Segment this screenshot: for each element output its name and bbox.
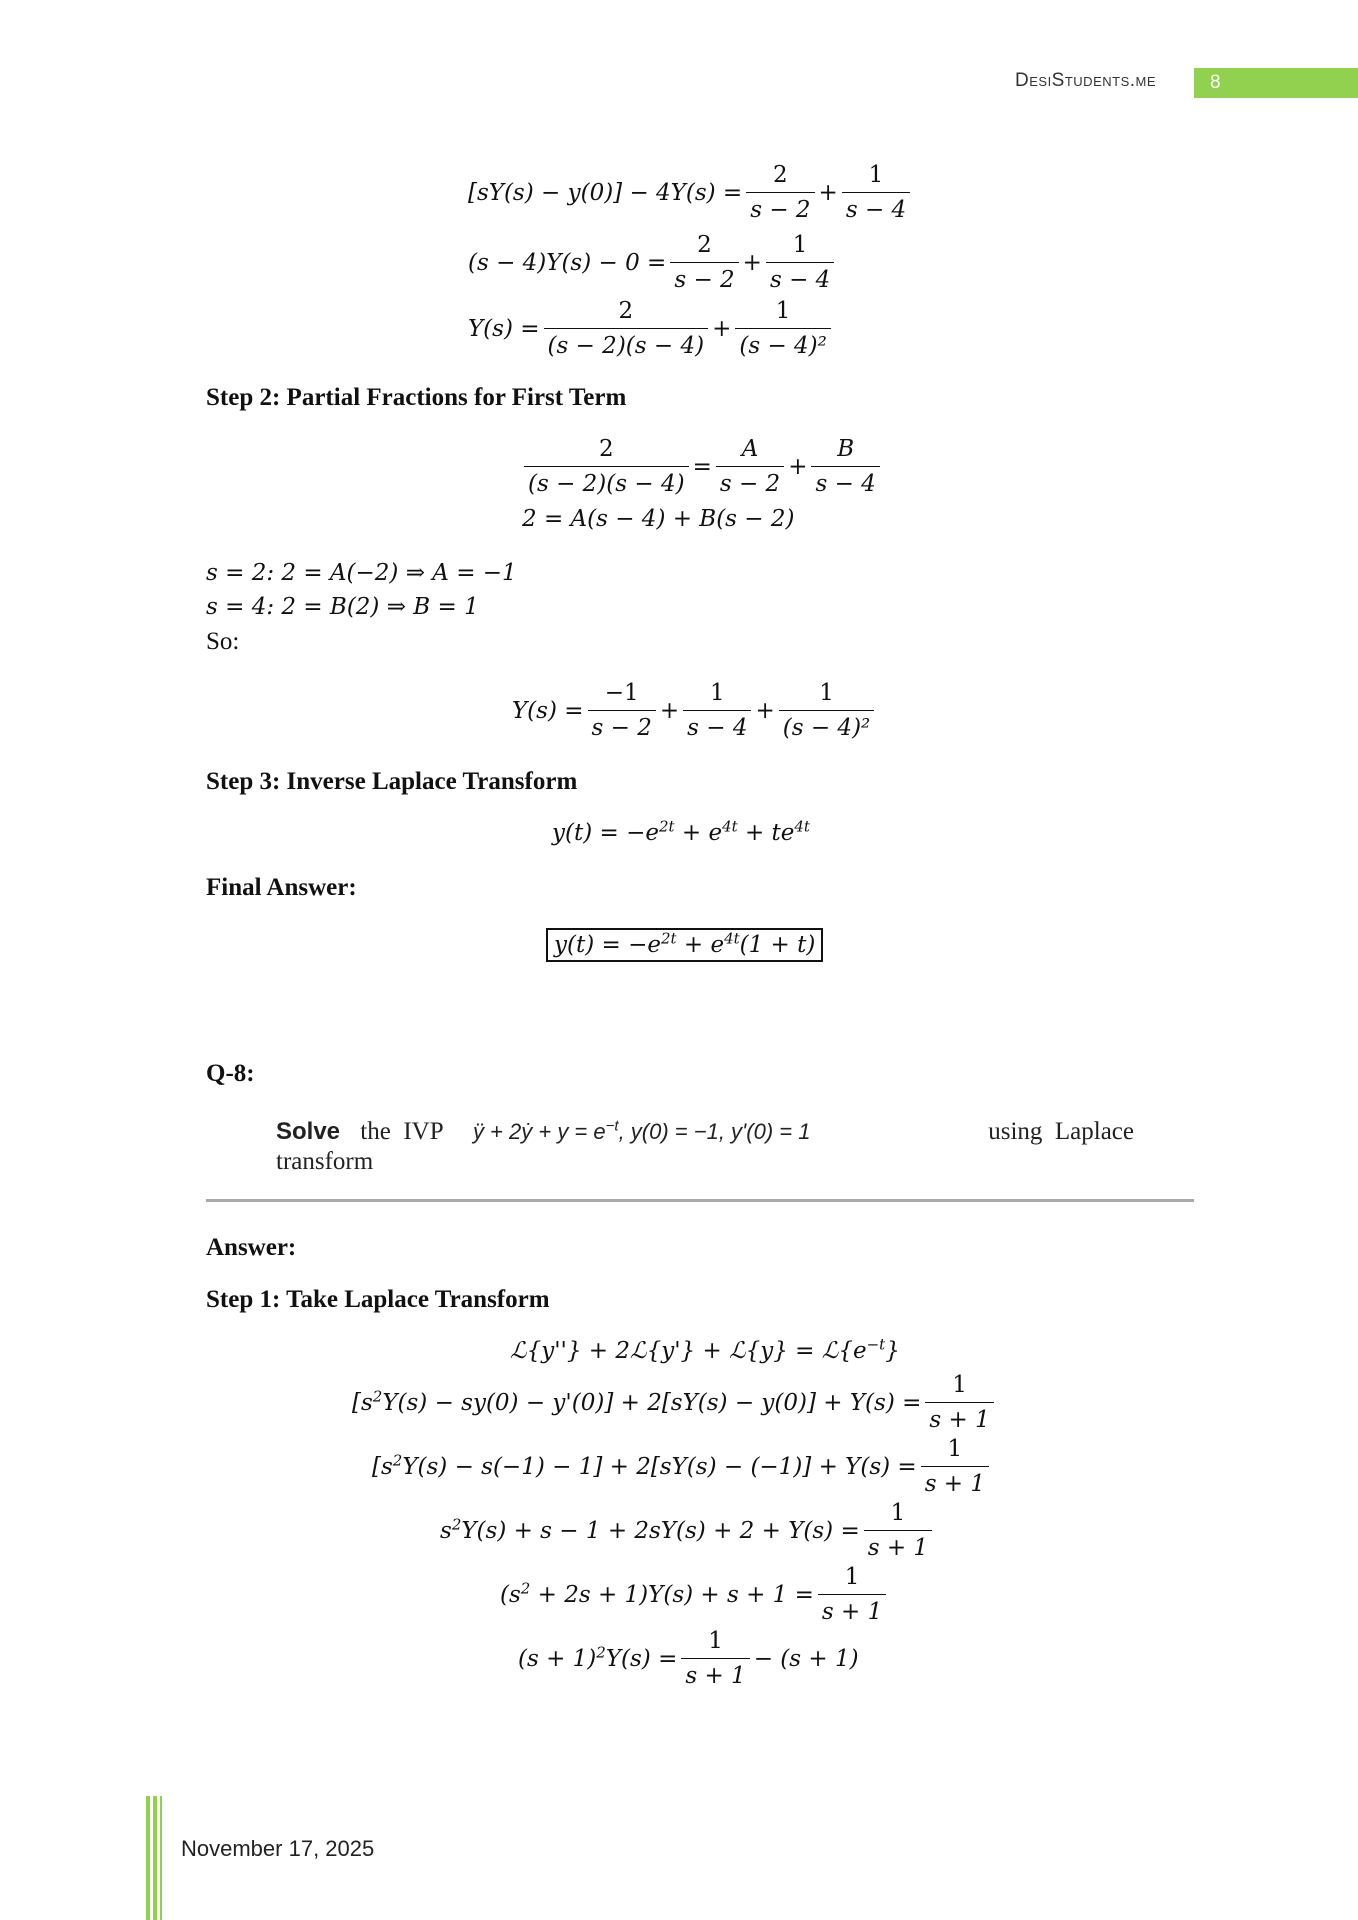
final-answer-box: $y(t) = -e^{2t} + e^{4t}(1 + t)$	[546, 928, 823, 962]
page-number	[1194, 68, 1358, 98]
l2-lhs: $[s^2Y(s) - sy(0) - y'(0)] + 2[sY(s) - y(0)] + Y(s)$ =	[352, 1386, 922, 1416]
q8-question	[276, 1118, 1142, 1176]
transform-word: transform	[276, 1148, 374, 1175]
frac-1-over-s1: $\frac{1}{s + 1}$	[921, 1432, 989, 1501]
eq2-lhs: (s − 4)Y(s) − 0 =	[468, 249, 667, 276]
frac-1-over-s1: $\frac{1}{s + 1}$	[818, 1560, 886, 1629]
frac-1-over-s4: $\frac{1}{s - 4}$	[766, 228, 834, 297]
the-ivp: the IVP	[360, 1118, 443, 1145]
step3-heading: Step 3: Inverse Laplace Transform	[206, 768, 578, 795]
l6-lhs: $(s + 1)^2Y(s)$ =	[518, 1642, 678, 1672]
ivp-equation: ÿ + 2ẏ + $y = e^{-t}$, y(0) = −1, y'(0) = 1	[472, 1117, 811, 1144]
laplace-line-2	[352, 1368, 998, 1437]
eq-line-2	[468, 228, 838, 297]
frac-1-over-sq: $\frac{1}{\text{(s − 4)²}}$	[735, 294, 831, 363]
frac-2-over-prod: $\frac{2}{(s - 2)(s - 4)}$	[524, 432, 689, 501]
substitution-2: s = 4: 2 = B(2) ⇒ B = 1	[206, 594, 479, 620]
frac-neg1: $\frac{-1}{s - 2}$	[588, 676, 656, 745]
footer-bar-1	[146, 1796, 150, 1920]
laplace-line-1: ℒ{y''} + 2ℒ{y'} + ℒ{y} = $ℒ\{e^{-t}\}$	[510, 1335, 900, 1364]
laplace-line-3	[372, 1432, 993, 1501]
plus-sign: +	[818, 179, 838, 206]
ys-decomposition	[512, 676, 878, 745]
substitution-1: s = 2: 2 = A(−2) ⇒ A = −1	[206, 560, 517, 586]
eq1-lhs: [sY(s) − y(0)] − 4Y(s) =	[468, 179, 743, 206]
solve-word: Solve	[276, 1118, 341, 1145]
plus-sign: +	[659, 697, 680, 724]
plus-sign: +	[788, 453, 808, 480]
eq3-lhs: Y(s) =	[468, 315, 540, 342]
eq-line-3	[468, 294, 835, 363]
laplace-line-4	[440, 1496, 936, 1565]
equals-sign: =	[692, 453, 712, 480]
frac-1-over-sq: $\frac{1}{\text{(s − 4)²}}$	[779, 676, 875, 745]
l5-lhs: $(s^2 + 2s + 1)Y(s) + s + 1$ =	[500, 1578, 814, 1608]
inverse-result: $y(t) = -e^{2t} + e^{4t} + te^{4t}$	[552, 817, 810, 846]
divider	[206, 1199, 1194, 1202]
eq-line-1	[468, 158, 914, 227]
l4-lhs: $s^2Y(s) + s - 1 + 2sY(s) + 2 + Y(s)$ =	[440, 1514, 860, 1544]
frac-2-over-s2: $\frac{2}{s - 2}$	[746, 158, 814, 227]
frac-2-over-prod: $\frac{2}{(s - 2)(s - 4)}$	[544, 294, 709, 363]
plus-sign: +	[712, 315, 732, 342]
answer-step1-heading: Step 1: Take Laplace Transform	[206, 1286, 550, 1313]
frac-B: $\frac{B}{s - 4}$	[811, 432, 879, 501]
answer-label: Answer:	[206, 1234, 297, 1261]
plus-sign: +	[755, 697, 775, 724]
using-laplace: using Laplace	[988, 1118, 1134, 1145]
laplace-line-5	[500, 1560, 890, 1629]
ys-lhs: Y(s) =	[512, 697, 584, 724]
frac-1-over-s1: $\frac{1}{s + 1}$	[681, 1624, 749, 1693]
frac-1-over-s4: $\frac{1}{s - 4}$	[842, 158, 910, 227]
frac-2-over-s2: $\frac{2}{s - 2}$	[670, 228, 738, 297]
frac-A: $\frac{A}{s - 2}$	[716, 432, 784, 501]
footer-date: November 17, 2025	[181, 1836, 375, 1861]
final-answer-heading: Final Answer:	[206, 874, 357, 901]
frac-1-over-s1: $\frac{1}{s + 1}$	[864, 1496, 932, 1565]
plus-sign: +	[742, 249, 762, 276]
step2-heading: Step 2: Partial Fractions for First Term	[206, 384, 627, 411]
coefficient-eq: 2 = A(s − 4) + B(s − 2)	[522, 506, 795, 532]
q8-label: Q-8:	[206, 1060, 255, 1087]
l3-lhs: $[s^2Y(s) - s(-1) - 1] + 2[sY(s) - (-1)] + Y(s)$ =	[372, 1450, 917, 1480]
site-name: DesiStudents.me	[1015, 70, 1157, 91]
l6-tail: − (s + 1)	[753, 1645, 859, 1672]
page-number-text: 8	[1210, 72, 1221, 93]
so-label: So:	[206, 628, 240, 655]
frac-1-over-s4: $\frac{1}{s - 4}$	[683, 676, 751, 745]
footer-bar-3	[160, 1796, 162, 1920]
footer-bar-2	[153, 1796, 157, 1920]
laplace-line-6	[518, 1624, 859, 1693]
partial-fraction-eq	[520, 432, 884, 501]
frac-1-over-s1: $\frac{1}{s + 1}$	[925, 1368, 993, 1437]
